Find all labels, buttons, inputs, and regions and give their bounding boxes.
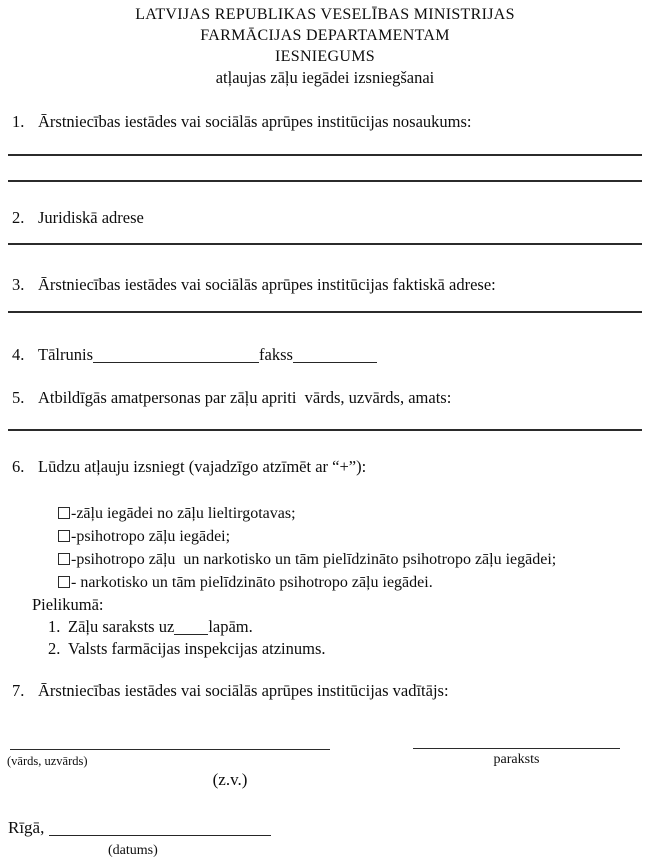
item-4-fax-label: fakss [259,345,293,364]
signature-line[interactable] [413,748,620,749]
city-date-row [8,818,271,838]
item-5-number: 5. [12,388,25,407]
option-label: -psihotropo zāļu iegādei; [71,528,231,545]
item-1-fill-line-1[interactable] [8,154,642,156]
attachment-2 [48,639,608,659]
fax-fill-line[interactable] [293,346,377,363]
item-6-label: Lūdzu atļauju izsniegt (vajadzīgo atzīmēt ar “+”): [38,457,367,476]
item-2 [12,208,642,228]
item-7 [12,681,642,701]
item-6-options [34,479,642,591]
item-7-number: 7. [12,681,25,700]
item-4-phone-label: Tālrunis [38,345,93,364]
item-5-fill-line[interactable] [8,429,642,431]
item-2-number: 2. [12,208,25,227]
item-5 [12,388,642,408]
signature-caption: paraksts [493,752,540,767]
item-1 [12,112,642,132]
item-1-fill-line-2[interactable] [8,180,642,182]
checkbox-psychotropic-narcotic[interactable] [58,553,70,565]
attachment-1-number: 1. [48,617,61,636]
option-row [34,479,642,522]
option-label: - narkotisko un tām pielīdzināto psihotropo zāļu iegādei. [71,574,433,591]
header-ministry-line: LATVIJAS REPUBLIKAS VESELĪBAS MINISTRIJAS [135,6,515,23]
item-5-label: Atbildīgās amatpersonas par zāļu apriti vārds, uzvārds, amats: [38,388,452,407]
item-6 [12,457,642,477]
header-document-type: IESNIEGUMS [275,48,375,65]
item-2-label: Juridiskā adrese [38,208,144,227]
phone-fill-line[interactable] [93,346,259,363]
item-7-label: Ārstniecības iestādes vai sociālās aprūpes institūcijas vadītājs: [38,681,449,700]
item-1-label: Ārstniecības iestādes vai sociālās aprūpes institūcijas nosaukums: [38,112,472,131]
attachments-heading: Pielikumā: [32,595,104,614]
attachment-1-text-before: Zāļu saraksts uz [68,617,175,636]
option-label: -psihotropo zāļu un narkotisko un tām pielīdzināto psihotropo zāļu iegādei; [71,551,557,568]
item-2-fill-line[interactable] [8,243,642,245]
item-3-number: 3. [12,275,25,294]
city-label: Rīgā, [8,818,45,837]
item-3-fill-line[interactable] [8,311,642,313]
checkbox-wholesale[interactable] [58,507,70,519]
date-caption: (datums) [108,843,158,858]
form-header [0,6,650,88]
attachment-1-text-after: lapām. [208,617,253,636]
option-label: -zāļu iegādei no zāļu lieltirgotavas; [71,505,296,522]
item-4 [12,345,642,365]
name-signature-line[interactable] [10,749,330,750]
seal-mark: (z.v.) [212,770,248,789]
header-subtitle: atļaujas zāļu iegādei izsniegšanai [215,68,435,87]
attachment-2-number: 2. [48,639,61,658]
item-1-number: 1. [12,112,25,131]
item-3 [12,275,642,295]
checkbox-narcotic[interactable] [58,576,70,588]
header-department-line: FARMĀCIJAS DEPARTAMENTAM [200,27,450,44]
attachment-2-text: Valsts farmācijas inspekcijas atzinums. [68,639,326,658]
checkbox-psychotropic[interactable] [58,530,70,542]
name-caption: (vārds, uzvārds) [7,754,88,768]
item-4-number: 4. [12,345,25,364]
item-3-label: Ārstniecības iestādes vai sociālās aprūpes institūcijas faktiskā adrese: [38,275,496,294]
attachment-1 [48,617,608,637]
date-fill-line[interactable] [49,819,271,836]
pages-count-fill-line[interactable] [174,618,208,635]
item-6-number: 6. [12,457,25,476]
